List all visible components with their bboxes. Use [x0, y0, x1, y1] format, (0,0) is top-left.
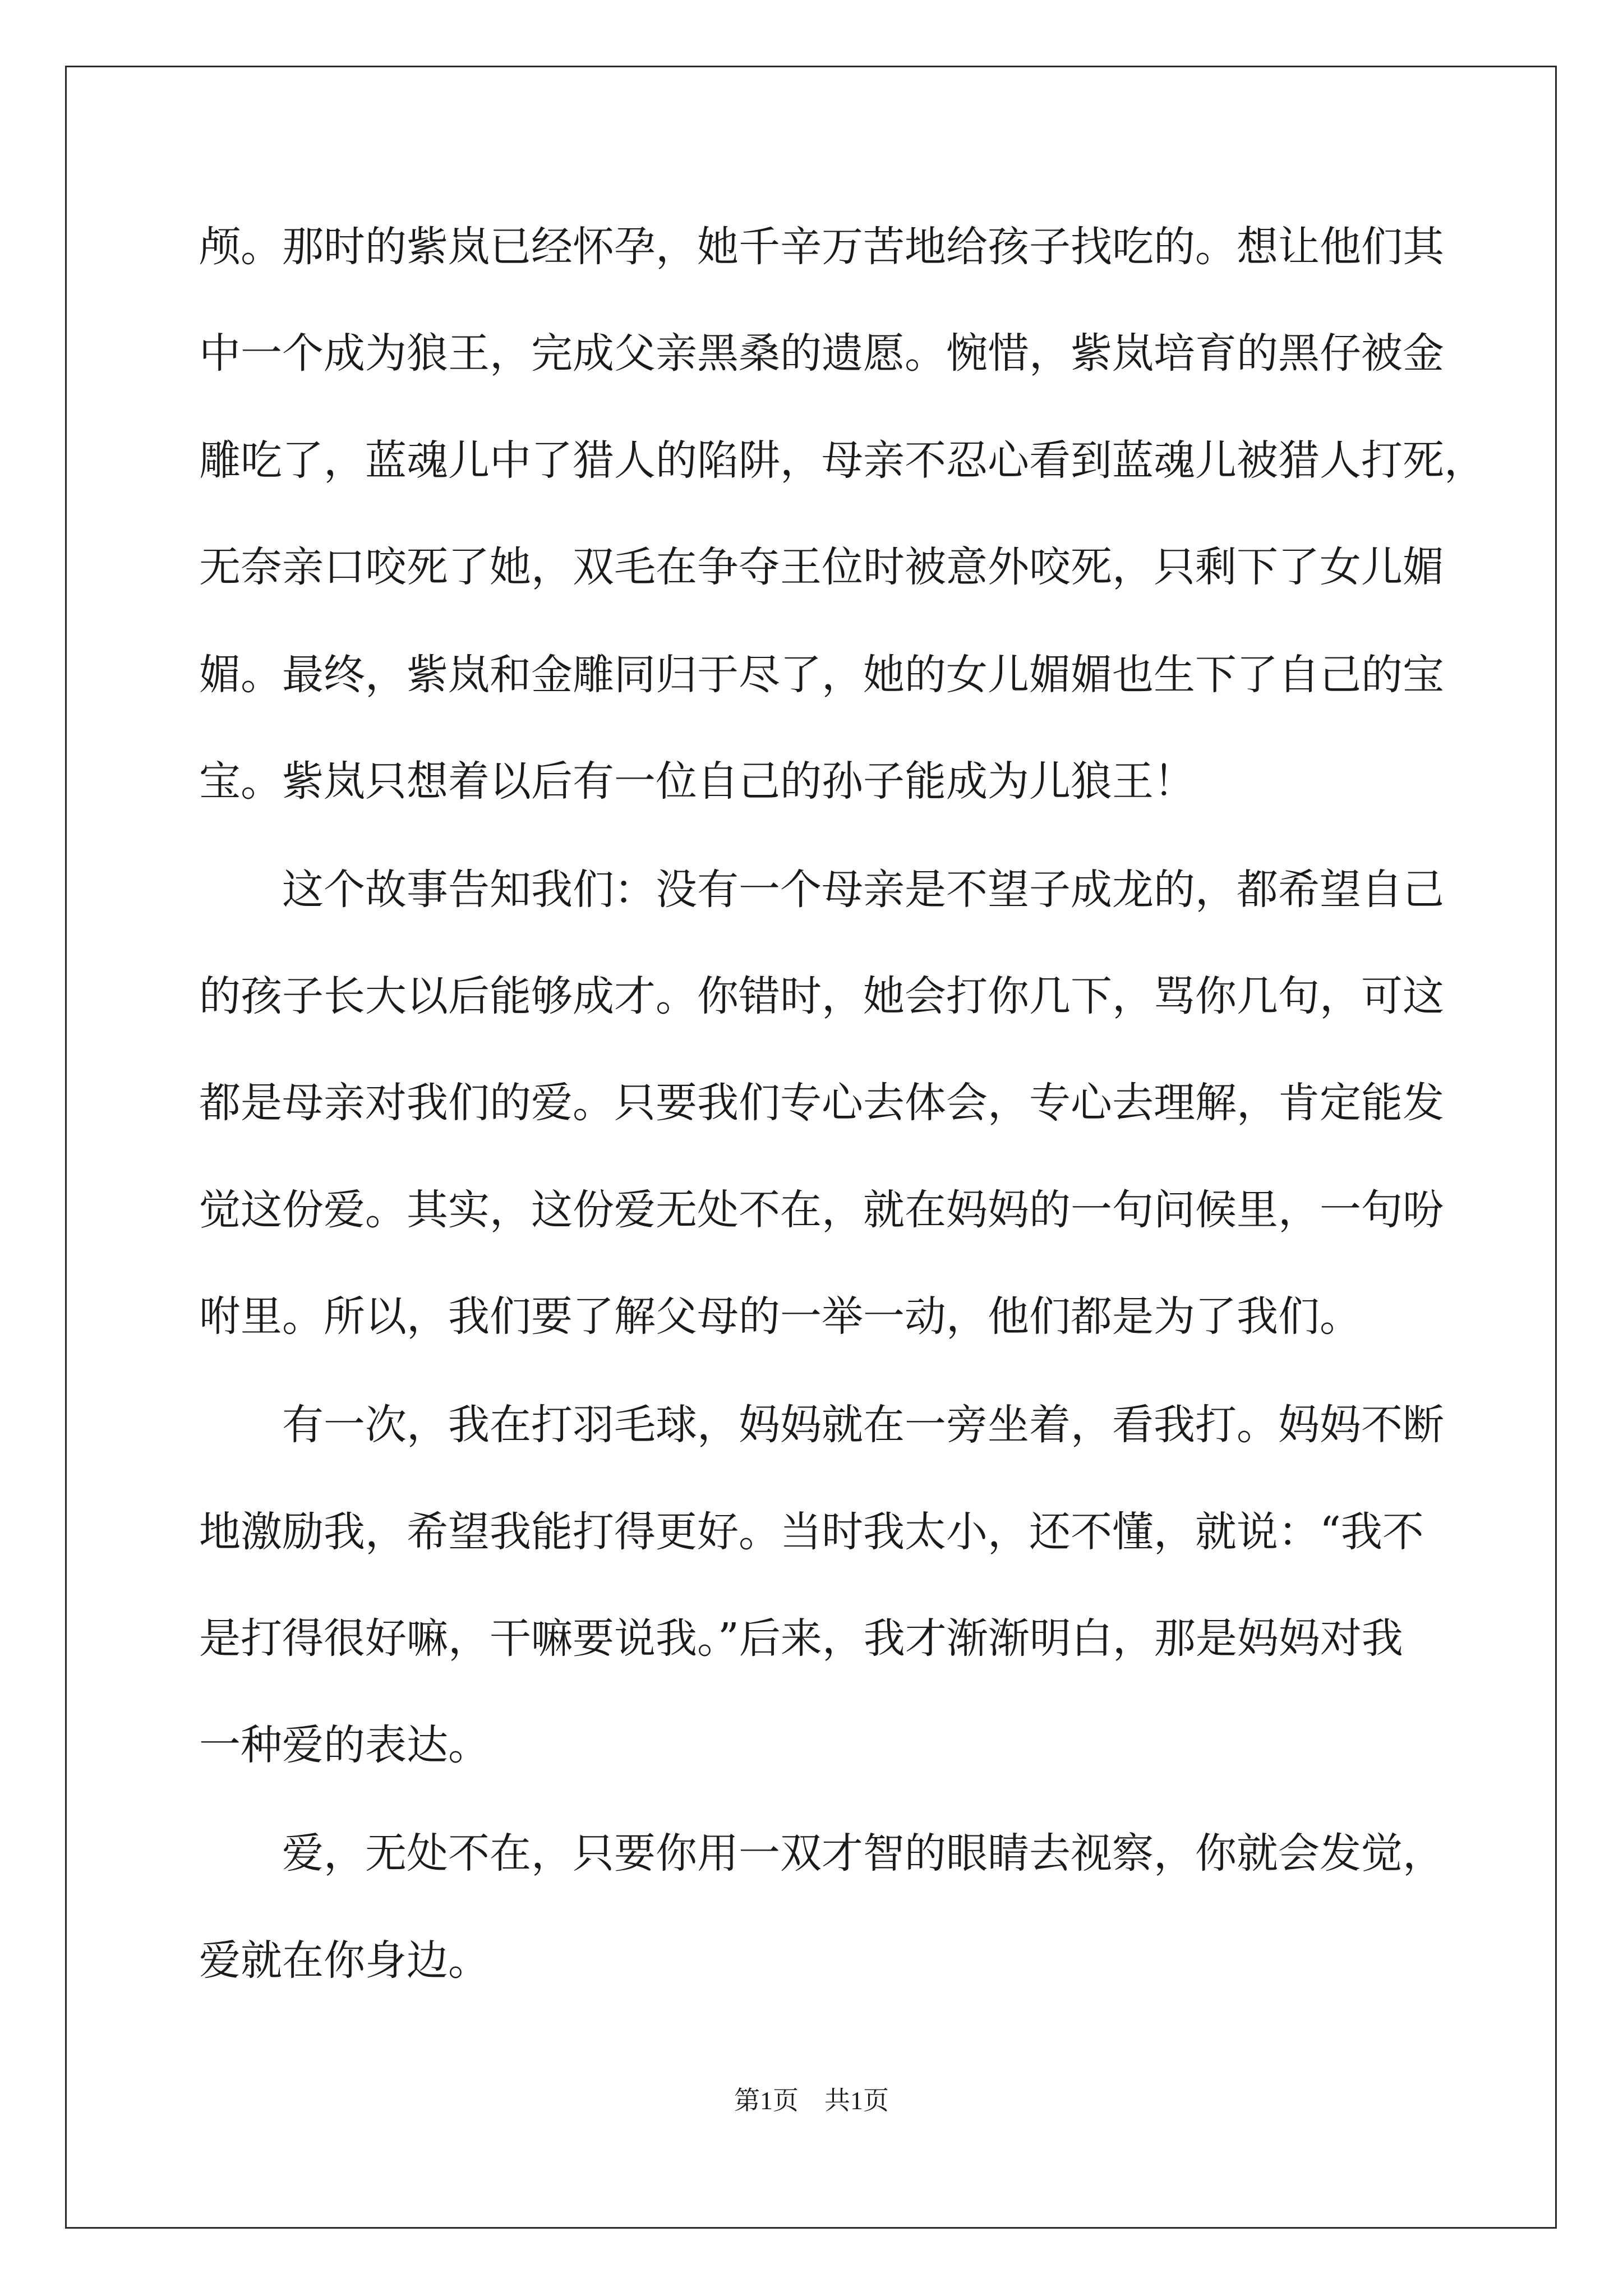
text-line: 雕吃了，蓝魂儿中了猎人的陷阱，母亲不忍心看到蓝魂儿被猎人打死，: [199, 436, 1486, 485]
page-number-footer: 第1页 共1页: [734, 2086, 889, 2115]
text-line: 爱，无处不在，只要你用一双才智的眼睛去视察，你就会发觉，: [199, 1829, 1444, 1878]
text-line: 这个故事告知我们：没有一个母亲是不望子成龙的，都希望自己: [199, 866, 1444, 914]
text-line: 的孩子长大以后能够成才。你错时，她会打你几下，骂你几句，可这: [199, 972, 1444, 1020]
text-line: 地激励我，希望我能打得更好。当时我太小，还不懂，就说：“我不: [199, 1508, 1424, 1556]
text-line: 宝。紫岚只想着以后有一位自己的孙子能成为儿狼王！: [199, 757, 1195, 806]
text-line: 一种爱的表达。: [199, 1721, 490, 1769]
text-line: 爱就在你身边。: [199, 1936, 490, 1985]
text-line: 媚。最终，紫岚和金雕同归于尽了，她的女儿媚媚也生下了自己的宝: [199, 651, 1444, 699]
text-line: 无奈亲口咬死了她，双毛在争夺王位时被意外咬死，只剩下了女儿媚: [199, 543, 1444, 591]
text-line: 都是母亲对我们的爱。只要我们专心去体会，专心去理解，肯定能发: [199, 1079, 1444, 1127]
text-line: 觉这份爱。其实，这份爱无处不在，就在妈妈的一句问候里，一句吩: [199, 1186, 1444, 1234]
text-line: 颅。那时的紫岚已经怀孕，她千辛万苦地给孩子找吃的。想让他们其: [199, 223, 1444, 271]
page-border: [65, 66, 1557, 2229]
text-line: 中一个成为狼王，完成父亲黑桑的遗愿。惋惜，紫岚培育的黑仔被金: [199, 329, 1444, 378]
text-line: 咐里。所以，我们要了解父母的一举一动，他们都是为了我们。: [199, 1292, 1361, 1341]
text-line: 是打得很好嘛，干嘛要说我。”后来，我才渐渐明白，那是妈妈对我: [199, 1614, 1403, 1663]
text-line: 有一次，我在打羽毛球，妈妈就在一旁坐着，看我打。妈妈不断: [199, 1401, 1444, 1449]
